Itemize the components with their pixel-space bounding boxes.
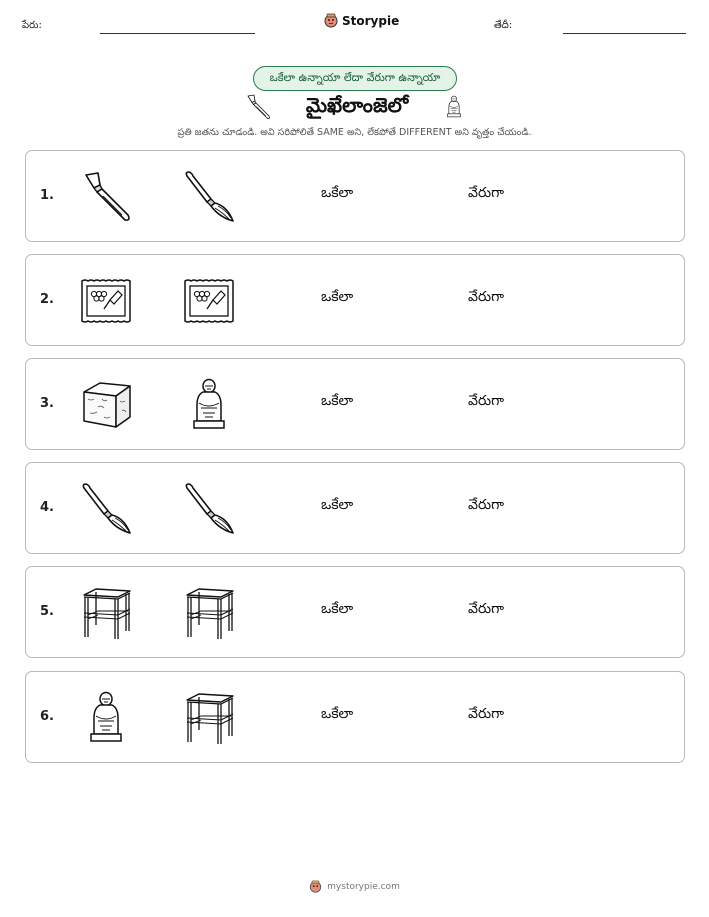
footer-url: mystorypie.com [327,882,400,892]
same-option[interactable]: ఒకేలా [321,393,354,409]
title-row [244,91,466,123]
scaffold-icon [181,585,237,641]
different-option[interactable]: వేరుగా [468,289,504,305]
question-number: 2. [40,292,54,307]
different-option[interactable]: వేరుగా [468,706,504,722]
different-option[interactable]: వేరుగా [468,393,504,409]
statue-icon [181,377,237,433]
storypie-mascot-icon [309,880,322,894]
fresco-tile-icon [181,273,237,329]
brush-icon [181,481,237,537]
same-option[interactable]: ఒకేలా [321,706,354,722]
brand-name: Storypie [342,14,400,28]
scaffold-icon [78,585,134,641]
question-row [25,566,685,658]
same-option[interactable]: ఒకేలా [321,289,354,305]
statue-icon [442,93,466,121]
date-field-line[interactable] [563,33,686,34]
worksheet-type-badge: ఒకేలా ఉన్నాయా లేదా వేరుగా ఉన్నాయా [253,66,457,91]
brush-icon [181,169,237,225]
different-option[interactable]: వేరుగా [468,497,504,513]
scaffold-icon [181,690,237,746]
name-label: పేరు: [22,20,42,31]
same-option[interactable]: ఒకేలా [321,185,354,201]
question-row [25,462,685,554]
instructions: ప్రతి జతను చూడండి. అవి సరిపోలితే SAME అని, లేకపోతే DIFFERENT అని వృత్తం చేయండి. [177,127,532,138]
question-row [25,254,685,346]
question-number: 5. [40,604,54,619]
question-row [25,150,685,242]
brush-icon [78,481,134,537]
chisel-icon [78,169,134,225]
same-option[interactable]: ఒకేలా [321,497,354,513]
different-option[interactable]: వేరుగా [468,601,504,617]
chisel-icon [244,93,272,121]
question-number: 4. [40,500,54,515]
question-row [25,358,685,450]
page-title: మైఖేలాంజెలో [305,92,409,117]
question-number: 1. [40,188,54,203]
statue-icon [78,690,134,746]
brand-logo [324,13,399,29]
same-option[interactable]: ఒకేలా [321,601,354,617]
date-label: తేదీ: [494,20,513,31]
question-number: 3. [40,396,54,411]
storypie-mascot-icon [324,13,338,29]
question-number: 6. [40,709,54,724]
different-option[interactable]: వేరుగా [468,185,504,201]
name-field-line[interactable] [100,33,255,34]
question-row [25,671,685,763]
fresco-tile-icon [78,273,134,329]
footer [0,880,709,894]
marble-block-icon [78,377,134,433]
